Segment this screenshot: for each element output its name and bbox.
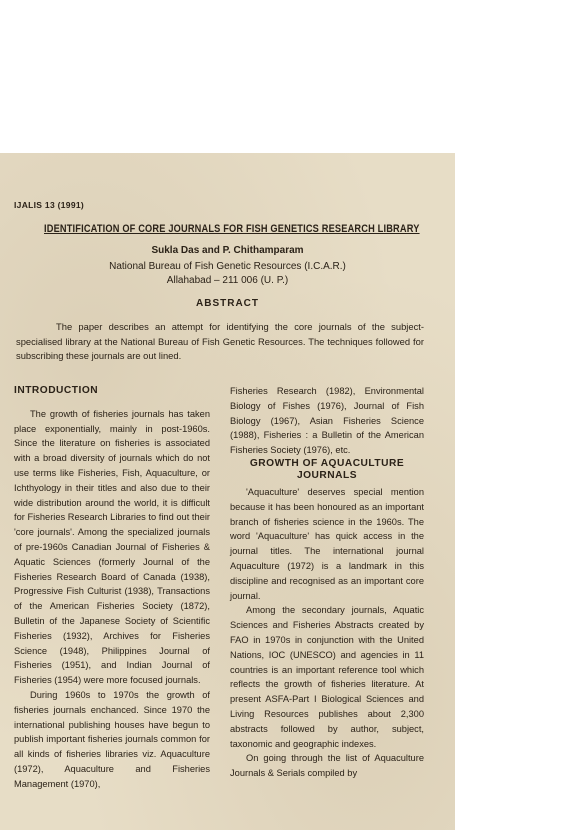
scanned-page (0, 153, 455, 830)
introduction-paragraph-2: During 1960s to 1970s the growth of fisheries journals enchanced. Since 1970 the international publishing houses have begun to publish important fisheries journals common for all kinds of fisheries libraries viz. Aquaculture (1972), Aquaculture and Fisheries Management (1970), (14, 689, 210, 789)
introduction-paragraph-1: The growth of fisheries journals has taken place exponentially, mainly in post-1960s. Since the literature on fisheries is associated with a broad diversity of journals which do not use terms like Fisheries, Fish, Aquaculture, or Ichthyology in their titles and also due to their wide distribution around the world, it is difficult for Fisheries Research Libraries to find out their 'core journals'. Among the specialized journals of pre-1960s Canadian Journal of Fisheries & Aquatic Sciences (formerly Journal of the Fisheries Research Board of Canada (1938), Progressive Fish Culturist (1938), Transactions of the American Fisheries Society (1872), Bulletin of the Japanese Society of Scientific Fisheries (1932), Archives for Fisheries Science (1948), Philippines Journal of Fisheries (1951), and Indian Journal of Fisheries (1954) were more focused journals. (14, 408, 210, 686)
abstract-text: The paper describes an attempt for identifying the core journals of the subject-specialised library at the National Bureau of Fish Genetic Resources. The techniques followed for subscribing these journals are out lined. (16, 321, 424, 361)
journal-reference: IJALIS 13 (1991) (14, 200, 84, 210)
article-title: IDENTIFICATION OF CORE JOURNALS FOR FISH GENETICS RESEARCH LIBRARY (44, 223, 420, 235)
affiliation-address: Allahabad – 211 006 (U. P.) (166, 275, 289, 286)
continued-paragraph: Fisheries Research (1982), Environmental Biology of Fishes (1976), Journal of Fish Biology (1967), Asian Fisheries Science (1988), Fisheries : a Bulletin of the American Fisheries Society (1976), etc. (230, 386, 424, 456)
section-heading-growth-line2: JOURNALS (296, 469, 358, 481)
affiliation-institution: National Bureau of Fish Genetic Resources (I.C.A.R.) (109, 261, 346, 272)
section-heading-growth-line1: GROWTH OF AQUACULTURE (249, 457, 405, 469)
article-authors: Sukla Das and P. Chithamparam (151, 245, 304, 256)
section-heading-growth (230, 458, 424, 482)
right-column (230, 384, 424, 781)
growth-paragraph-1: 'Aquaculture' deserves special mention because it has been honoured as an important branch of fisheries science in the 1960s. The word 'Aquaculture' has quick access in the journal titles. The international journal Aquaculture (1972) is a landmark in this discipline and recognised as an important core journal. (230, 486, 424, 601)
abstract-heading: ABSTRACT (196, 298, 259, 309)
growth-paragraph-3: On going through the list of Aquaculture Journals & Serials compiled by (230, 753, 424, 779)
section-heading-introduction: INTRODUCTION (14, 385, 99, 396)
left-column (14, 384, 210, 792)
growth-paragraph-2: Among the secondary journals, Aquatic Sciences and Fisheries Abstracts created by FAO in 1970s in conjunction with the United Nations, IOC (UNESCO) and agencies in 11 countries is an important reference tool which reflects the growth of fisheries literature. At present ASFA-Part I Biological Sciences and Living Resources publishes about 2,300 abstracts followed by author, subject, taxonomic and geographic indexes. (230, 605, 424, 749)
